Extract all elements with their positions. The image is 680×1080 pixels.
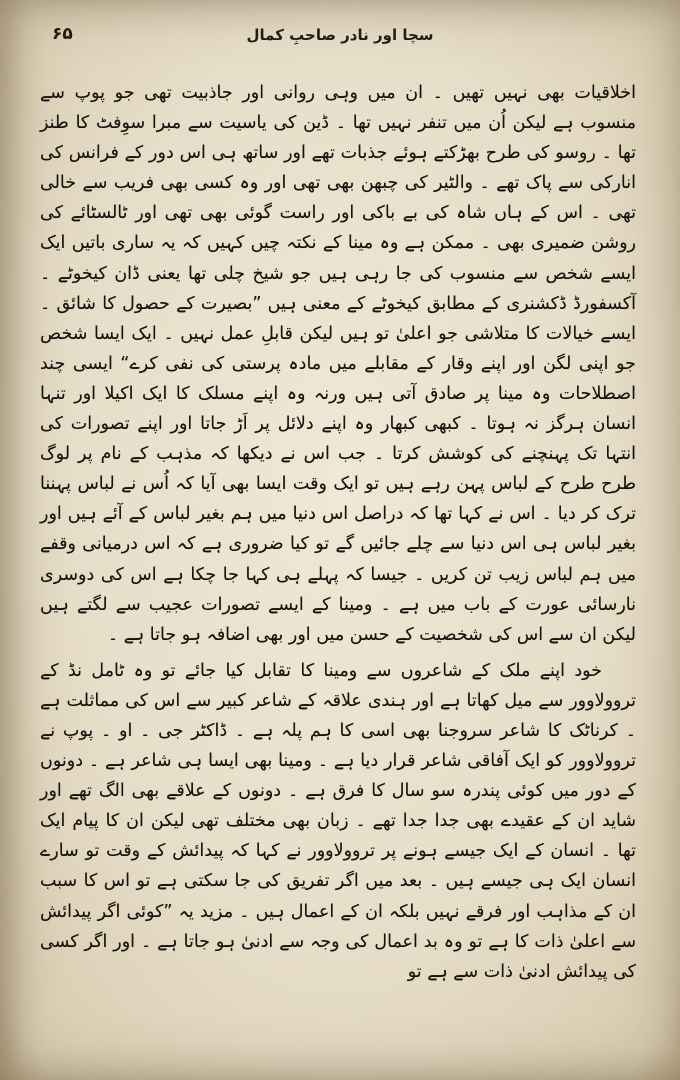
page-body [0, 60, 680, 987]
page-number: ۶۵ [52, 24, 73, 44]
paragraph: خود اپنے ملک کے شاعروں سے ومینا کا تقابل کیا جائے تو وہ ٹامل نڈ کے تروولاوور سے میل کھاتا ہے اور ہندی علاقہ کے شاعر کبیر سے اس کی مماثلت ہے ۔ کرناٹک کا شاعر سروجنا بھی اسی کا ہم پلہ ہے ۔ ڈاکٹر جی ۔ او ۔ پوپ نے تروولاوور کو ایک آفاقی شاعر قرار دیا ہے ۔ ومینا بھی ایسا ہی شاعر ہے ۔ دونوں کے دور میں کوئی پندرہ سو سال کا فرق ہے ۔ دونوں کے علاقے بھی الگ تھے اور شاید ان کے عقیدے بھی جدا جدا تھے ۔ زبان بھی مختلف تھی لیکن ان کا پیام ایک تھا ۔ انسان کے ایک جیسے ہونے پر تروولاوور نے کہا کہ پیدائش کے وقت تو سارے انسان ایک ہی جیسے ہیں ۔ بعد میں اگر تفریق کی جا سکتی ہے تو اس کا سبب ان کے مذاہب اور فرقے نہیں بلکہ ان کے اعمال ہیں ۔ مزید یہ ”کوئی اگر پیدائش سے اعلیٰ ذات کا ہے تو وہ بد اعمال کی وجہ سے ادنیٰ ہو جاتا ہے ۔ اور اگر کسی کی پیدائش ادنیٰ ذات سے ہے تو [40, 660, 636, 982]
running-title: سچا اور نادر صاحبِ کمال [246, 26, 434, 44]
page-header [0, 0, 680, 60]
paragraph: اخلاقیات بھی نہیں تھیں ۔ ان میں وہی روانی اور جاذبیت تھی جو پوپ سے منسوب ہے لیکن اُن میں تنفر نہیں تھا ۔ ڈین کی یاسیت سے مبرا سوِفٹ کا طنز تھا ۔ روسو کی طرح بھڑکتے ہوئے جذبات تھے اور ساتھ ہی اس دور کے فرانس کی انارکی سے پاک تھے ۔ والٹیر کی چبھن بھی تھی اور وہ کسی بھی فریب سے خالی تھی ۔ اس کے ہاں شاہ کی بے باکی اور راست گوئی بھی تھی اور ٹالسٹائے کی روشن ضمیری بھی ۔ ممکن ہے وہ مینا کے نکتہ چیں کہیں کہ یہ ساری باتیں ایک ایسے شخص سے منسوب کی جا رہی ہیں جو شیخ چلی تھا یعنی ڈان کیخوٹے ۔ آکسفورڈ ڈکشنری کے مطابق کیخوٹے کے معنی ہیں ”بصیرت کے حصول کا شائق ۔ ایسے خیالات کا متلاشی جو اعلیٰ تو ہیں لیکن قابلِ عمل نہیں ۔ ایک ایسا شخص جو اپنی لگن اور اپنے وقار کے مقابلے میں مادہ پرستی کی نفی کرے“ ایسی چند اصطلاحات وہ مینا پر صادق آتی ہیں ورنہ وہ اپنے مسلک کا ایک اکیلا اور تنہا انسان ہرگز نہ ہوتا ۔ کبھی کبھار وہ اپنے دلائل پر اَڑ جاتا اور اپنے تصورات کی انتہا تک پہنچنے کی کوشش کرتا ۔ جب اس نے دیکھا کہ مذہب کے نام پر لوگ طرح طرح کے لباس پہن رہے ہیں تو ایک وقت ایسا بھی آیا کہ اُس نے لباس پہننا ترک کر دیا ۔ اس نے کہا تھا کہ دراصل اس دنیا میں ہم بغیر لباس کے آئے ہیں اور بغیر لباس ہی اس دنیا سے چلے جائیں گے تو کیا ضروری ہے کہ اس درمیانی وقفے میں ہم لباس زیب تن کریں ۔ جیسا کہ پہلے ہی کہا جا چکا ہے اس کی دوسری نارسائی عورت کے باب میں ہے ۔ ومینا کے ایسے تصورات عجیب سے لگتے ہیں لیکن ان سے اس کی شخصیت کے حسن میں اور بھی اضافہ ہو جاتا ہے ۔ [40, 83, 636, 645]
